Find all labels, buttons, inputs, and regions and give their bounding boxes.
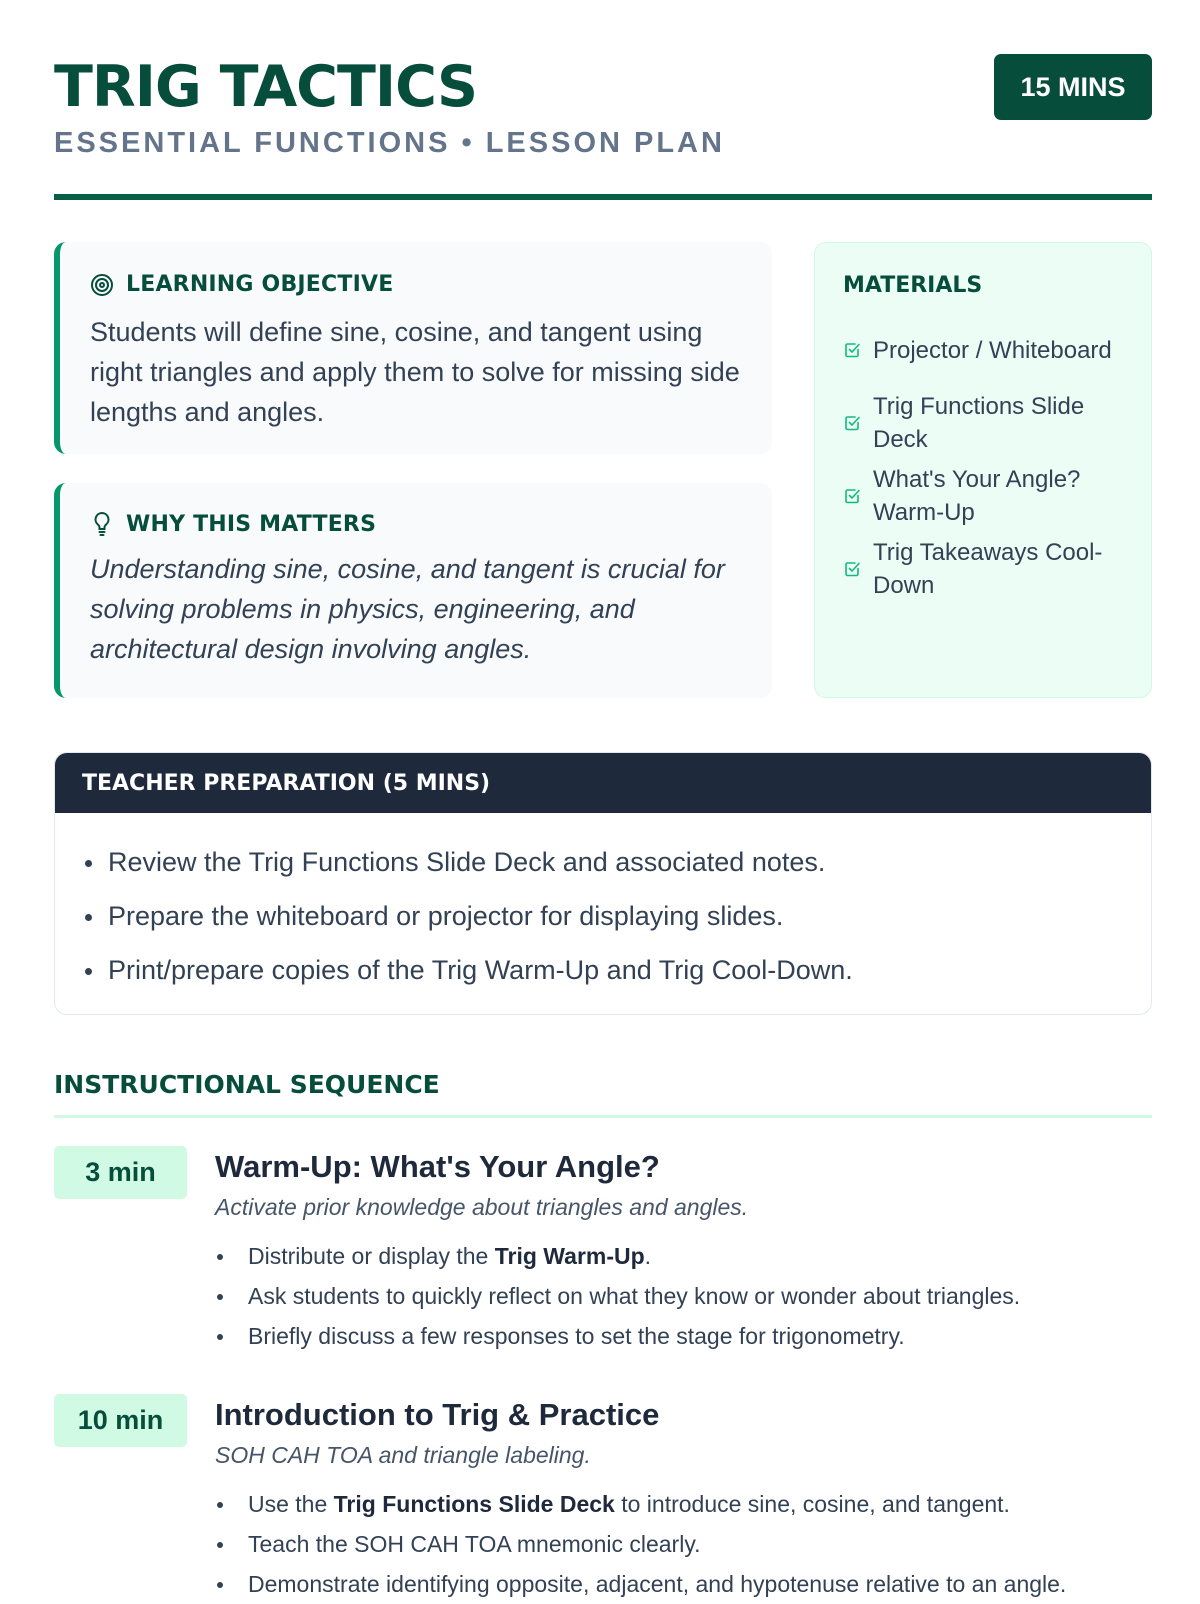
materials-item xyxy=(843,536,1133,602)
materials-list xyxy=(843,317,1133,609)
materials-item xyxy=(843,317,1133,383)
list-item: Prepare the whiteboard or projector for displaying slides. xyxy=(82,889,1151,943)
materials-item-label: Trig Functions Slide Deck xyxy=(873,393,1085,453)
target-icon xyxy=(90,273,114,297)
step-title: Warm-Up: What's Your Angle? xyxy=(215,1149,660,1184)
learning-objective-label: LEARNING OBJECTIVE xyxy=(126,272,394,297)
teacher-preparation-header: TEACHER PREPARATION (5 MINS) xyxy=(55,753,1151,813)
materials-item-label: What's Your Angle? Warm-Up xyxy=(873,466,1081,526)
step-list xyxy=(215,1236,1152,1356)
teacher-preparation-list xyxy=(55,813,1151,997)
instructional-sequence-heading: INSTRUCTIONAL SEQUENCE xyxy=(54,1070,440,1099)
checkbox-icon xyxy=(843,560,861,578)
header-divider xyxy=(54,194,1152,200)
checkbox-icon xyxy=(843,341,861,359)
duration-badge: 15 MINS xyxy=(994,54,1152,120)
why-this-matters-card xyxy=(54,483,772,698)
list-item: Print/prepare copies of the Trig Warm-Up and Trig Cool-Down. xyxy=(82,943,1151,997)
materials-card xyxy=(814,242,1152,698)
why-this-matters-header xyxy=(90,511,376,537)
step-subtitle: Activate prior knowledge about triangles and angles. xyxy=(215,1194,749,1220)
materials-item xyxy=(843,463,1133,529)
list-item: Use the Trig Functions Slide Deck to introduce sine, cosine, and tangent. xyxy=(215,1484,1152,1524)
time-badge: 3 min xyxy=(54,1146,187,1199)
teacher-preparation-panel xyxy=(54,752,1152,1015)
materials-item xyxy=(843,390,1133,456)
list-item: Review the Trig Functions Slide Deck and associated notes. xyxy=(82,835,1151,889)
learning-objective-card xyxy=(54,242,772,454)
list-item: Distribute or display the Trig Warm-Up. xyxy=(215,1236,1152,1276)
lightbulb-icon xyxy=(90,511,114,537)
materials-label: MATERIALS xyxy=(843,273,983,298)
step-title: Introduction to Trig & Practice xyxy=(215,1397,660,1432)
step-list xyxy=(215,1484,1152,1604)
list-item: Ask students to quickly reflect on what they know or wonder about triangles. xyxy=(215,1276,1152,1316)
why-this-matters-text: Understanding sine, cosine, and tangent is crucial for solving problems in physics, engineering, and architectural design involving angles. xyxy=(90,554,725,664)
materials-item-label: Projector / Whiteboard xyxy=(873,336,1112,364)
step-subtitle: SOH CAH TOA and triangle labeling. xyxy=(215,1442,591,1468)
section-divider xyxy=(54,1115,1152,1118)
list-item: Briefly discuss a few responses to set the stage for trigonometry. xyxy=(215,1316,1152,1356)
materials-item-label: Trig Takeaways Cool-Down xyxy=(873,539,1103,599)
list-item: Teach the SOH CAH TOA mnemonic clearly. xyxy=(215,1524,1152,1564)
page-title: TRIG TACTICS xyxy=(54,54,478,120)
learning-objective-text: Students will define sine, cosine, and tangent using right triangles and apply them to solve for missing side lengths and angles. xyxy=(90,317,740,427)
checkbox-icon xyxy=(843,414,861,432)
time-badge: 10 min xyxy=(54,1394,187,1447)
list-item: Demonstrate identifying opposite, adjacent, and hypotenuse relative to an angle. xyxy=(215,1564,1152,1604)
page-subtitle: ESSENTIAL FUNCTIONS • LESSON PLAN xyxy=(54,127,725,159)
checkbox-icon xyxy=(843,487,861,505)
why-this-matters-label: WHY THIS MATTERS xyxy=(126,511,377,537)
learning-objective-header xyxy=(90,272,393,297)
